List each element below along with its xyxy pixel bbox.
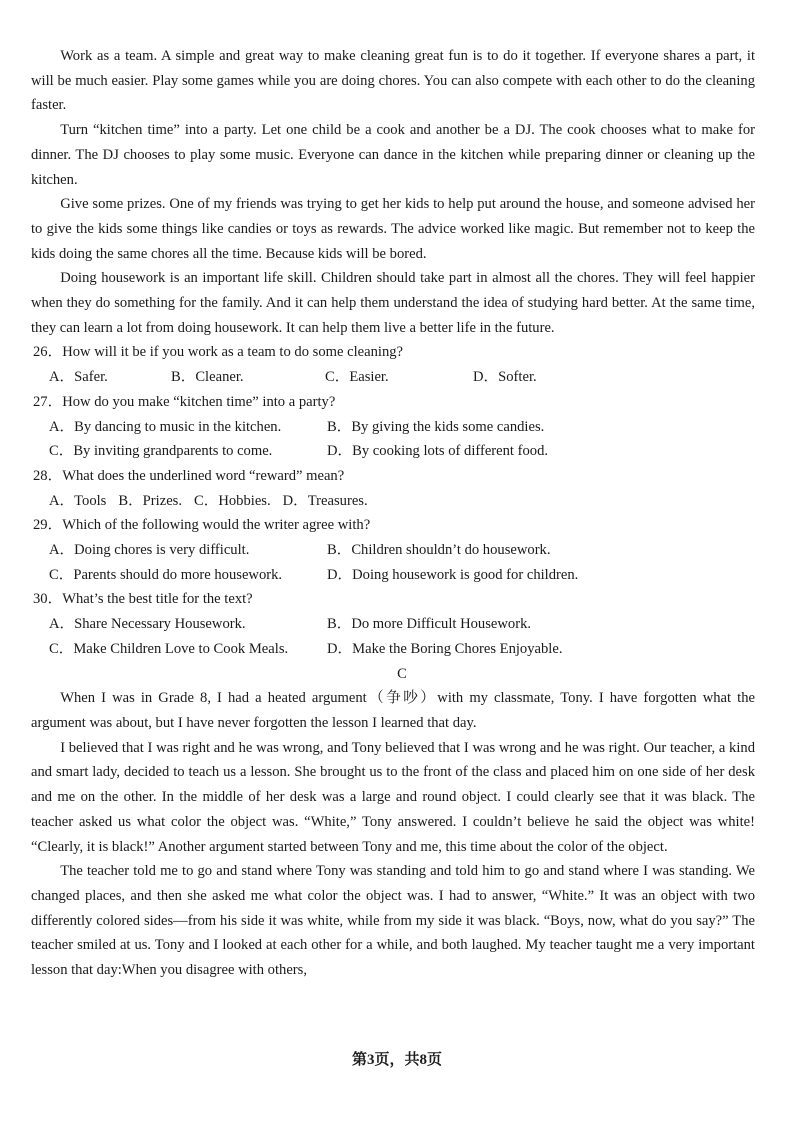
option: A．By dancing to music in the kitchen.: [49, 418, 282, 435]
option: C．Make Children Love to Cook Meals.: [49, 640, 289, 657]
option: B．Prizes.: [118, 492, 183, 509]
question-26: [31, 340, 755, 389]
option: D．Treasures.: [282, 492, 368, 509]
option: D．Softer.: [473, 369, 537, 386]
paragraph: When I was in Grade 8, I had a heated argument（争吵）with my classmate, Tony. I have forgotten what the argument was about, but I have never forgotten the lesson I learned that day.: [31, 690, 755, 731]
option-row: [31, 612, 755, 637]
paragraph: Turn “kitchen time” into a party. Let one child be a cook and another be a DJ. The cook chooses what to make for dinner. The DJ chooses to play some music. Everyone can dance in the kitchen while preparing dinner or cleaning up the kitchen.: [31, 122, 755, 188]
option-row: [31, 538, 755, 563]
question-29: [31, 513, 755, 587]
option-row: [31, 489, 755, 514]
paragraph: I believed that I was right and he was wrong, and Tony believed that I was wrong and he was right. Our teacher, a kind and smart lady, decided to teach us a lesson. She brought us to the front of the class and placed him on one side of her desk and me on the other. In the middle of her desk was a large and round object. I could clearly see that it was black. The teacher asked us what color the object was. “White,” Tony answered. I couldn’t believe he said the object was white! “Clearly, it is black!” Another argument started between Tony and me, this time about the color of the object.: [31, 739, 755, 855]
question-28: [31, 464, 755, 513]
option: C．By inviting grandparents to come.: [49, 443, 273, 460]
question-stem: 26．How will it be if you work as a team to do some cleaning?: [33, 344, 404, 361]
question-stem: 29．Which of the following would the writer agree with?: [33, 517, 371, 534]
option: A．Doing chores is very difficult.: [49, 542, 250, 559]
page-content: [31, 44, 755, 983]
option: C．Hobbies.: [194, 492, 271, 509]
section-label: C: [397, 665, 407, 682]
option: D．By cooking lots of different food.: [327, 443, 549, 460]
paragraph: Doing housework is an important life skill. Children should take part in almost all the chores. They will feel happier when they do something for the family. And it can help them understand the idea of studying hard better. At the same time, they can learn a lot from doing housework. It can help them live a better life in the future.: [31, 270, 755, 336]
paragraph: Work as a team. A simple and great way to make cleaning great fun is to do it together. If everyone shares a part, it will be much easier. Play some games while you are doing chores. You can also compete with each other to do the cleaning faster.: [31, 48, 755, 114]
option: D．Make the Boring Chores Enjoyable.: [327, 640, 563, 657]
option: A．Safer.: [49, 369, 108, 386]
option: B．Cleaner.: [171, 369, 244, 386]
question-27: [31, 390, 755, 464]
option: B．Children shouldn’t do housework.: [327, 542, 551, 559]
option: C．Parents should do more housework.: [49, 566, 283, 583]
question-stem: 27．How do you make “kitchen time” into a party?: [33, 393, 336, 410]
question-30: [31, 587, 755, 661]
option-row: [31, 637, 755, 662]
option-row: [31, 415, 755, 440]
page-number: 第3页，共8页: [351, 1052, 442, 1068]
paragraph: Give some prizes. One of my friends was trying to get her kids to help put around the house, and someone advised her to give the kids some things like candies or toys as rewards. The advice worked like magic. But remember not to keep the kids doing the same chores all the time. Because kids will be bored.: [31, 196, 755, 262]
option: A．Share Necessary Housework.: [49, 616, 246, 633]
option: C．Easier.: [325, 369, 389, 386]
option: B．By giving the kids some candies.: [327, 418, 545, 435]
option-row: [31, 439, 755, 464]
paragraph: The teacher told me to go and stand where Tony was standing and told him to go and stand where I was standing. We changed places, and then she asked me what color the object was. I had to answer, “White.” It was an object with two differently colored sides—from his side it was white, while from my side it was black. “Boys, now, what do you say?” The teacher smiled at us. Tony and I looked at each other for a while, and both laughed. My teacher taught me a very important lesson that day:When you disagree with others,: [31, 863, 755, 979]
option-row: [31, 563, 755, 588]
question-stem: 30．What’s the best title for the text?: [33, 591, 253, 608]
option: D．Doing housework is good for children.: [327, 566, 579, 583]
option-row: [31, 365, 755, 390]
question-stem: 28．What does the underlined word “reward” mean?: [33, 467, 345, 484]
option: A．Tools: [49, 492, 107, 509]
option: B．Do more Difficult Housework.: [327, 616, 532, 633]
